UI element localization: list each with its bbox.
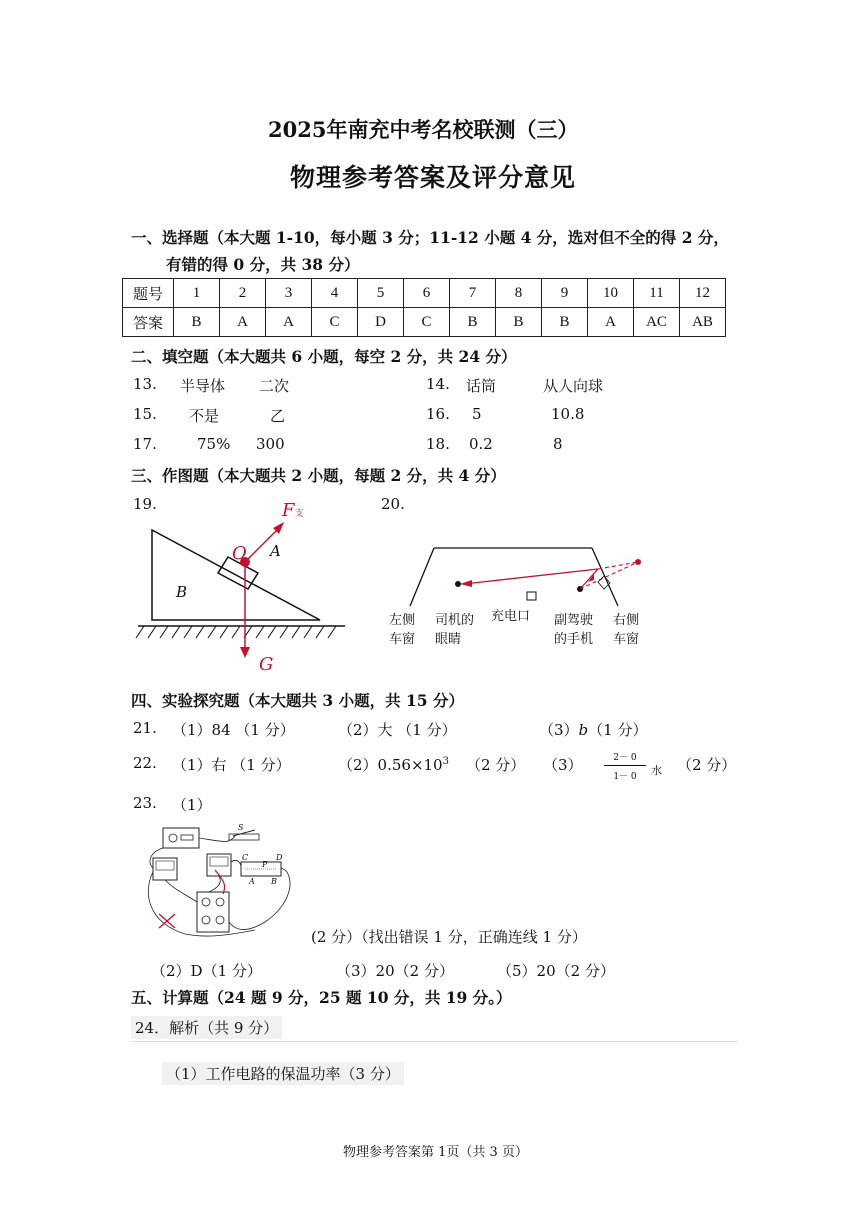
answer-21-part2: （2）大 （1 分） — [338, 721, 457, 739]
divider — [131, 1041, 737, 1042]
table-row-label: 题号 — [123, 279, 174, 308]
question-number: 10 — [588, 279, 634, 308]
answer-table — [122, 278, 726, 337]
answer-16-num: 16. — [426, 405, 450, 423]
point-label-O: O — [232, 543, 247, 564]
answer-22-part1: （1）右 （1 分） — [172, 756, 291, 774]
gravity-label-G: G — [259, 654, 274, 675]
question-number: 4 — [312, 279, 358, 308]
table-row — [123, 308, 726, 337]
answer-23-part2: （2）D（1 分） — [151, 962, 262, 980]
answer-23-num: 23. — [133, 794, 157, 812]
answer-cell: D — [358, 308, 404, 337]
circuit-label-B: B — [271, 877, 277, 886]
circuit-label-C: C — [242, 853, 249, 862]
answer-13-num: 13. — [133, 375, 157, 393]
answer-17-a: 75% — [197, 435, 231, 453]
answer-cell: B — [174, 308, 220, 337]
answer-22-water: 水 — [651, 764, 662, 777]
document-subtitle: 物理参考答案及评分意见 — [290, 163, 577, 192]
question-number: 5 — [358, 279, 404, 308]
answer-21-num: 21. — [133, 719, 157, 737]
block-label-A: A — [270, 542, 281, 560]
answer-14-num: 14. — [426, 375, 450, 393]
question-24-heading: 24．解析（共 9 分） — [131, 1016, 282, 1039]
section-3-heading: 三、作图题（本大题共 2 小题，每题 2 分，共 4 分） — [131, 466, 506, 485]
label-charge-port: 充电口 — [491, 609, 531, 624]
answer-17-num: 17. — [133, 435, 157, 453]
question-19-num: 19. — [133, 495, 157, 513]
incline-label-B: B — [176, 583, 188, 601]
question-number: 1 — [174, 279, 220, 308]
question-24-part1: （1）工作电路的保温功率（3 分） — [162, 1062, 404, 1085]
question-20-num: 20. — [381, 495, 405, 513]
answer-cell: AC — [634, 308, 680, 337]
label-left-window: 左侧车窗 — [389, 613, 416, 647]
answer-cell: A — [220, 308, 266, 337]
question-number: 9 — [542, 279, 588, 308]
fraction-numerator: 2－ 0 — [604, 750, 646, 766]
circuit-label-S: S — [238, 823, 244, 832]
answer-15-b: 乙 — [270, 407, 286, 425]
answer-22-part3-score: （2 分） — [677, 756, 737, 774]
figure-20-car-windows — [380, 530, 660, 610]
answer-16-b: 10.8 — [551, 405, 585, 423]
figure-19-incline — [130, 500, 360, 680]
figure-23-circuit — [145, 822, 305, 940]
fraction-denominator: 1－ 0 — [613, 772, 637, 782]
question-number: 12 — [680, 279, 726, 308]
answer-23-part1: （1） — [172, 796, 212, 814]
question-number: 6 — [404, 279, 450, 308]
answer-13-b: 二次 — [259, 377, 290, 395]
question-number: 7 — [450, 279, 496, 308]
answer-23-note: (2 分）（找出错误 1 分，正确连线 1 分） — [311, 928, 587, 946]
answer-23-part5: （5）20（2 分） — [497, 962, 615, 980]
answer-15-a: 不是 — [189, 407, 220, 425]
answer-cell: B — [542, 308, 588, 337]
answer-16-a: 5 — [472, 405, 482, 423]
answer-13-a: 半导体 — [180, 377, 226, 395]
answer-cell: A — [588, 308, 634, 337]
label-driver-eye: 司机的眼睛 — [435, 613, 475, 647]
answer-cell: A — [266, 308, 312, 337]
answer-14-a: 话筒 — [466, 377, 497, 395]
section-4-heading: 四、实验探究题（本大题共 3 小题，共 15 分） — [131, 691, 464, 710]
force-label-F: F支 — [282, 500, 304, 521]
section-1-heading-cont: 有错的得 0 分，共 38 分） — [166, 255, 360, 274]
answer-18-num: 18. — [426, 435, 450, 453]
label-right-window: 右侧车窗 — [613, 613, 640, 647]
answer-22-part2-score: （2 分） — [466, 756, 526, 774]
question-number: 8 — [496, 279, 542, 308]
answer-cell: AB — [680, 308, 726, 337]
answer-cell: C — [404, 308, 450, 337]
table-row — [123, 279, 726, 308]
answer-23-part3: （3）20（2 分） — [336, 962, 454, 980]
question-number: 11 — [634, 279, 680, 308]
table-row-label: 答案 — [123, 308, 174, 337]
answer-cell: C — [312, 308, 358, 337]
answer-22-fraction — [604, 750, 646, 782]
answer-22-part3: （3） — [543, 756, 583, 774]
question-number: 2 — [220, 279, 266, 308]
circuit-label-D: D — [276, 853, 283, 862]
answer-18-a: 0.2 — [469, 435, 493, 453]
answer-cell: B — [496, 308, 542, 337]
section-1-heading: 一、选择题（本大题 1-10，每小题 3 分；11-12 小题 4 分，选对但不全的得 2 分， — [131, 228, 729, 247]
page-footer: 物理参考答案第 1页（共 3 页） — [343, 1145, 528, 1160]
answer-21-part1: （1）84 （1 分） — [172, 721, 295, 739]
answer-14-b: 从人向球 — [543, 377, 604, 395]
answer-18-b: 8 — [553, 435, 563, 453]
circuit-label-A: A — [249, 877, 255, 886]
label-passenger-phone: 副驾驶的手机 — [554, 613, 594, 647]
section-2-heading: 二、填空题（本大题共 6 小题，每空 2 分，共 24 分） — [131, 347, 517, 366]
exam-title: 2025年南充中考名校联测（三） — [268, 117, 579, 142]
answer-22-num: 22. — [133, 754, 157, 772]
question-number: 3 — [266, 279, 312, 308]
answer-22-part2: $(2)0.56\times 10^3$ — [338, 756, 449, 774]
answer-21-part3: （3）b（1 分） — [539, 721, 648, 739]
answer-15-num: 15. — [133, 405, 157, 423]
circuit-label-P: P — [262, 860, 268, 869]
answer-17-b: 300 — [256, 435, 285, 453]
section-5-heading: 五、计算题（24 题 9 分，25 题 10 分，共 19 分。） — [131, 988, 512, 1007]
answer-cell: B — [450, 308, 496, 337]
